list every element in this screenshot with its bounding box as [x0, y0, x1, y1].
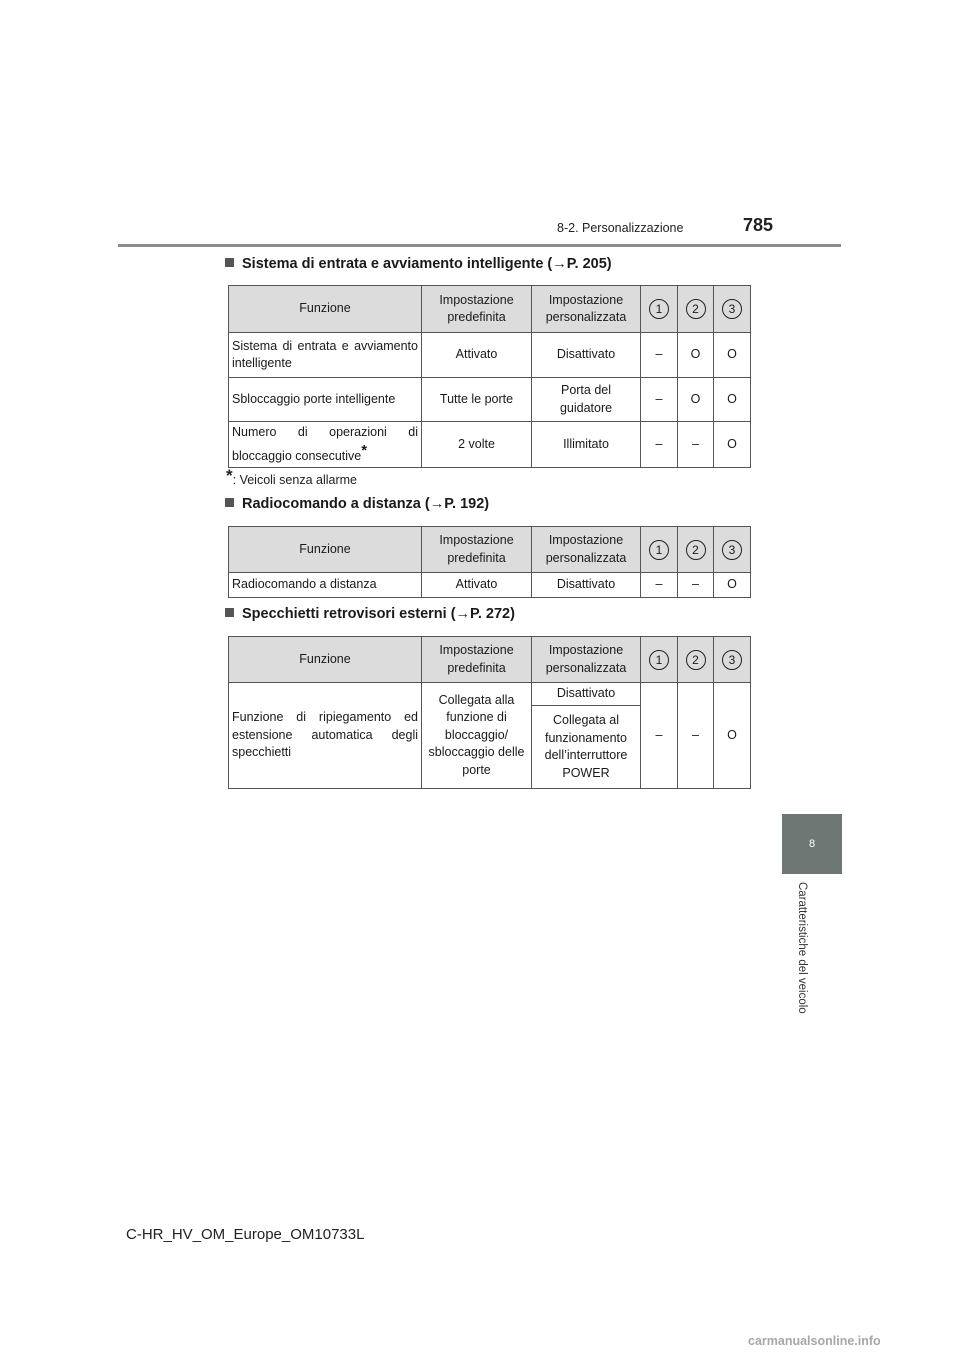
cell-3: O [714, 333, 751, 378]
cell-custom: Disattivato [532, 333, 641, 378]
circled-number-1: 1 [649, 299, 669, 319]
col-header-default: Impostazione predefinita [422, 527, 532, 573]
bullet-square-icon [225, 498, 234, 507]
document-id: C-HR_HV_OM_Europe_OM10733L [126, 1226, 365, 1243]
table-row [229, 422, 751, 468]
footnote-text: : Veicoli senza allarme [232, 473, 357, 487]
header-divider [118, 244, 841, 247]
col-header-1 [641, 527, 678, 573]
cell-custom-option-a: Disattivato [532, 683, 641, 706]
table-row [229, 378, 751, 422]
section-title-mirrors [225, 606, 515, 622]
chapter-number: 8 [808, 838, 816, 850]
cell-default: 2 volte [422, 422, 532, 468]
col-header-3 [714, 527, 751, 573]
cell-function: Sistema di entrata e avviamento intelligente [229, 333, 422, 378]
circled-number-1: 1 [649, 540, 669, 560]
footnote [226, 466, 357, 487]
section-title-text: Sistema di entrata e avviamento intelligente (→P. 205) [242, 256, 612, 272]
cell-1: – [641, 683, 678, 789]
cell-1: – [641, 378, 678, 422]
circled-number-1: 1 [649, 650, 669, 670]
chapter-tab [782, 814, 842, 874]
bullet-square-icon [225, 608, 234, 617]
col-header-default: Impostazione predefinita [422, 637, 532, 683]
cell-3: O [714, 422, 751, 468]
col-header-function: Funzione [229, 637, 422, 683]
cell-default: Collegata alla funzione di bloccaggio/ sbloccaggio delle porte [422, 683, 532, 789]
circled-number-2: 2 [686, 299, 706, 319]
section-title-remote [225, 496, 489, 512]
col-header-2 [678, 527, 714, 573]
col-header-1 [641, 286, 678, 333]
footnote-marker: * [361, 441, 368, 459]
section-title-text: Radiocomando a distanza (→P. 192) [242, 496, 490, 512]
col-header-3 [714, 286, 751, 333]
cell-custom: Disattivato [532, 573, 641, 598]
chapter-label: Caratteristiche del veicolo [796, 882, 808, 1014]
section-title-smart-entry [225, 256, 612, 272]
cell-2: – [678, 573, 714, 598]
footnote-star: * [226, 466, 233, 485]
col-header-custom: Impostazione personalizzata [532, 527, 641, 573]
table-row [229, 573, 751, 598]
cell-custom-option-b: Collegata al funzionamento dell’interruttore POWER [532, 706, 641, 789]
cell-2: O [678, 378, 714, 422]
cell-function: Radiocomando a distanza [229, 573, 422, 598]
circled-number-3: 3 [722, 540, 742, 560]
table-header-row [229, 637, 751, 683]
cell-custom: Illimitato [532, 422, 641, 468]
cell-2: – [678, 683, 714, 789]
header-section-title: 8-2. Personalizzazione [557, 221, 684, 235]
remote-table [228, 526, 751, 598]
cell-function: Sbloccaggio porte intelligente [229, 378, 422, 422]
smart-entry-table [228, 285, 751, 468]
cell-3: O [714, 683, 751, 789]
cell-1: – [641, 422, 678, 468]
col-header-function: Funzione [229, 286, 422, 333]
col-header-1 [641, 637, 678, 683]
circled-number-3: 3 [722, 299, 742, 319]
col-header-function: Funzione [229, 527, 422, 573]
cell-1: – [641, 573, 678, 598]
watermark: carmanualsonline.info [748, 1334, 881, 1348]
cell-3: O [714, 573, 751, 598]
cell-function: Funzione di ripiegamento ed estensione automatica degli specchietti [229, 683, 422, 789]
circled-number-2: 2 [686, 650, 706, 670]
page-number: 785 [743, 215, 774, 235]
cell-function-text: Numero di operazioni di bloccaggio consecutive [232, 425, 418, 463]
mirrors-table [228, 636, 751, 789]
cell-default: Attivato [422, 573, 532, 598]
section-title-text: Specchietti retrovisori esterni (→P. 272) [242, 606, 515, 622]
bullet-square-icon [225, 258, 234, 267]
col-header-custom: Impostazione personalizzata [532, 637, 641, 683]
cell-2: – [678, 422, 714, 468]
cell-default: Tutte le porte [422, 378, 532, 422]
col-header-default: Impostazione predefinita [422, 286, 532, 333]
cell-2: O [678, 333, 714, 378]
col-header-custom: Impostazione personalizzata [532, 286, 641, 333]
cell-function [229, 422, 422, 468]
circled-number-3: 3 [722, 650, 742, 670]
table-row [229, 683, 751, 706]
chapter-label-container [796, 882, 812, 1032]
cell-custom: Porta del guidatore [532, 378, 641, 422]
table-row [229, 333, 751, 378]
col-header-3 [714, 637, 751, 683]
cell-default: Attivato [422, 333, 532, 378]
cell-3: O [714, 378, 751, 422]
col-header-2 [678, 637, 714, 683]
cell-1: – [641, 333, 678, 378]
table-header-row [229, 527, 751, 573]
circled-number-2: 2 [686, 540, 706, 560]
col-header-2 [678, 286, 714, 333]
table-header-row [229, 286, 751, 333]
